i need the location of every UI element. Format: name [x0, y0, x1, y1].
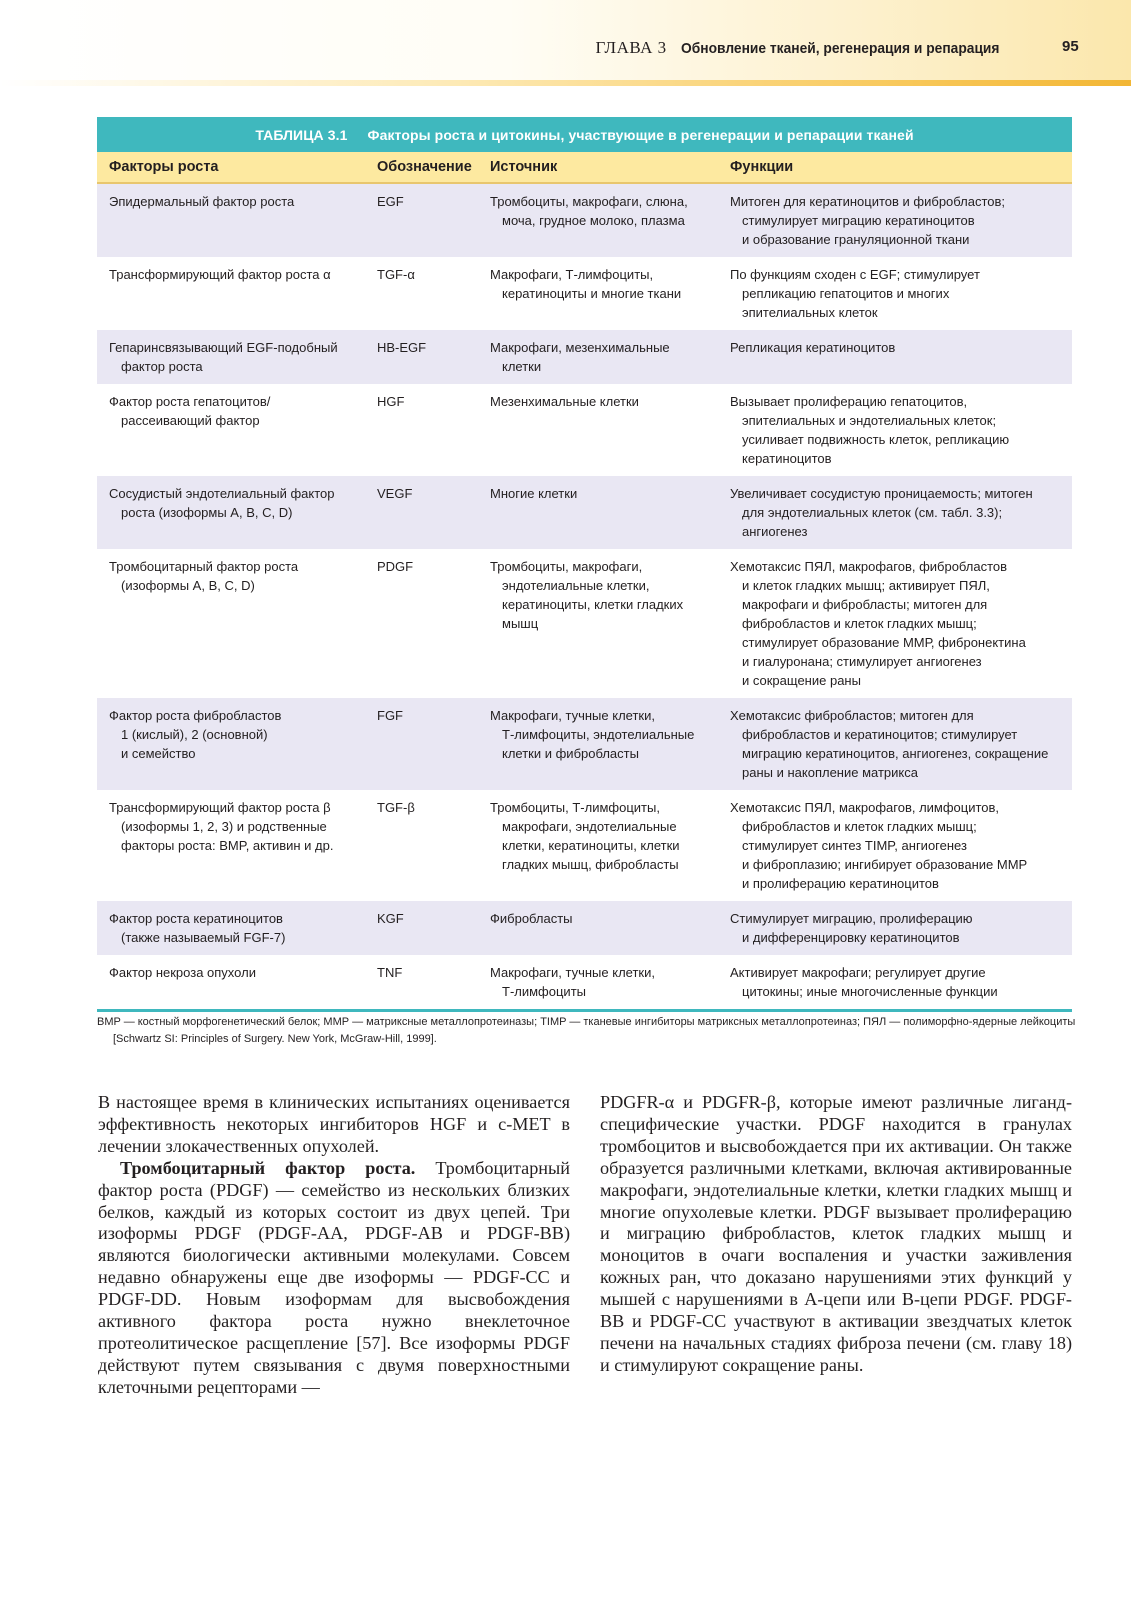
- cell-code-text: KGF: [377, 911, 404, 926]
- cell-code: [377, 265, 490, 322]
- cell-function: [730, 192, 1072, 249]
- run-in-heading-pdgf: Тромбоцитарный фактор роста.: [120, 1157, 416, 1178]
- running-head: [0, 38, 1027, 58]
- paragraph-pdgf: [98, 1158, 570, 1399]
- cell-factor-text: Фактор роста кератиноцитов (также называемый FGF-7): [109, 911, 286, 945]
- table-footnote: [97, 1014, 1077, 1048]
- cell-factor: [97, 192, 377, 249]
- table-row: [97, 901, 1072, 955]
- cell-source-text: Фибробласты: [490, 911, 573, 926]
- table-row: [97, 549, 1072, 698]
- table-header-row: [97, 152, 1072, 184]
- cell-function-text: Увеличивает сосудистую проницаемость; митоген для эндотелиальных клеток (см. табл. 3.3); ангиогенез: [730, 486, 1033, 539]
- cell-source: [490, 909, 730, 947]
- chapter-title: Обновление тканей, регенерация и репарация: [680, 40, 1000, 57]
- table-row: [97, 257, 1072, 330]
- table-row: [97, 698, 1072, 790]
- cell-function-text: Вызывает пролиферацию гепатоцитов, эпителиальных и эндотелиальных клеток; усиливает подвижность клеток, репликацию кератиноцитов: [730, 394, 1010, 466]
- table-row: [97, 790, 1072, 901]
- cell-code-text: EGF: [377, 194, 404, 209]
- cell-factor-text: Эпидермальный фактор роста: [109, 194, 295, 209]
- cell-source: [490, 798, 730, 893]
- cell-code-text: TGF-β: [377, 800, 415, 815]
- cell-factor: [97, 557, 377, 690]
- cell-code: [377, 484, 490, 541]
- cell-function: [730, 706, 1072, 782]
- cell-function: [730, 557, 1072, 690]
- header-source: Источник: [490, 159, 558, 175]
- cell-function-text: По функциям сходен с EGF; стимулирует репликацию гепатоцитов и многих эпителиальных клеток: [730, 267, 980, 320]
- cell-factor-text: Трансформирующий фактор роста α: [109, 267, 331, 282]
- cell-code-text: TGF-α: [377, 267, 415, 282]
- cell-factor: [97, 392, 377, 468]
- cell-source-text: Макрофаги, тучные клетки, Т-лимфоциты: [490, 965, 655, 999]
- cell-factor: [97, 909, 377, 947]
- cell-source-text: Мезенхимальные клетки: [490, 394, 639, 409]
- cell-source: [490, 484, 730, 541]
- cell-function: [730, 338, 1072, 376]
- header-rule: [0, 80, 1131, 86]
- cell-code-text: PDGF: [377, 559, 414, 574]
- table-caption-label: ТАБЛИЦА 3.1: [255, 126, 348, 143]
- cell-function: [730, 392, 1072, 468]
- cell-function: [730, 798, 1072, 893]
- body-left-column: [98, 1092, 570, 1399]
- cell-source-text: Макрофаги, Т-лимфоциты, кератиноциты и многие ткани: [490, 267, 682, 301]
- cell-source: [490, 557, 730, 690]
- cell-source: [490, 265, 730, 322]
- cell-function-text: Активирует макрофаги; регулирует другие цитокины; иные многочисленные функции: [730, 965, 998, 999]
- cell-source: [490, 963, 730, 1001]
- cell-source-text: Тромбоциты, Т-лимфоциты, макрофаги, эндотелиальные клетки, кератиноциты, клетки гладких мышц, фибробласты: [490, 800, 680, 872]
- footnote-text: BMP — костный морфогенетический белок; ММР — матриксные металлопротеиназы; TIMP — тканевые ингибиторы матриксных металлопротеиназ; ПЯЛ — полиморфно-ядерные лейкоциты [Schwartz SI: Principles of Surgery. New York, McGraw-Hill, 1999].: [97, 1016, 1076, 1045]
- cell-function-text: Митоген для кератиноцитов и фибробластов; стимулирует миграцию кератиноцитов и образование грануляционной ткани: [730, 194, 1006, 247]
- table-row: [97, 476, 1072, 549]
- cell-factor-text: Тромбоцитарный фактор роста (изоформы A, B, C, D): [109, 559, 299, 593]
- cell-source: [490, 192, 730, 249]
- header-factor: Факторы роста: [109, 159, 219, 175]
- cell-code: [377, 798, 490, 893]
- cell-factor: [97, 484, 377, 541]
- cell-factor-text: Гепаринсвязывающий EGF-подобный фактор роста: [109, 340, 338, 374]
- cell-function-text: Хемотаксис ПЯЛ, макрофагов, фибробластов и клеток гладких мышц; активирует ПЯЛ, макрофаги и фибробласты; митоген для фибробластов и клеток гладких мышц; стимулирует образование ММР, фибронектина и гиалуронана; стимулирует ангиогенез и сокращение раны: [730, 559, 1026, 688]
- cell-source: [490, 392, 730, 468]
- cell-factor: [97, 706, 377, 782]
- table-row: [97, 184, 1072, 257]
- cell-factor-text: Фактор некроза опухоли: [109, 965, 256, 980]
- table-row: [97, 330, 1072, 384]
- table-row: [97, 955, 1072, 1009]
- cell-code: [377, 557, 490, 690]
- cell-function-text: Стимулирует миграцию, пролиферацию и дифференцировку кератиноцитов: [730, 911, 973, 945]
- cell-function-text: Репликация кератиноцитов: [730, 340, 896, 355]
- table-bottom-rule: [97, 1009, 1072, 1012]
- header-code: Обозначение: [377, 159, 472, 175]
- page-number: 95: [1062, 38, 1079, 55]
- table-caption: [97, 117, 1072, 152]
- cell-source: [490, 706, 730, 782]
- cell-factor: [97, 265, 377, 322]
- cell-code: [377, 192, 490, 249]
- table-body: [97, 184, 1072, 1009]
- cell-factor-text: Трансформирующий фактор роста β (изоформы 1, 2, 3) и родственные факторы роста: BMP, активин и др.: [109, 800, 334, 853]
- body-right-column: [600, 1092, 1072, 1377]
- paragraph-pdgf-text: Тромбоцитарный фактор роста (PDGF) — семейство из нескольких близких белков, каждый из которых состоит из двух цепей. Три изоформы PDGF (PDGF-AA, PDGF-AB и PDGF-BB) являются биологически активными молекулами. Совсем недавно обнаружены еще две изоформы — PDGF-CC и PDGF-DD. Новым изоформам для высвобождения активного фактора роста нужно внеклеточное протеолитическое расщепление [57]. Все изоформы PDGF действуют путем связывания с двумя поверхностными клеточными рецепторами —: [98, 1157, 570, 1397]
- table-caption-title: Факторы роста и цитокины, участвующие в регенерации и репарации тканей: [367, 126, 914, 143]
- cell-function-text: Хемотаксис ПЯЛ, макрофагов, лимфоцитов, фибробластов и клеток гладких мышц; стимулирует синтез TIMP, ангиогенез и фиброплазию; ингибирует образование ММР и пролиферацию кератиноцитов: [730, 800, 1028, 891]
- cell-code-text: TNF: [377, 965, 403, 980]
- growth-factors-table: [97, 117, 1072, 1012]
- cell-factor-text: Сосудистый эндотелиальный фактор роста (изоформы A, B, C, D): [109, 486, 335, 520]
- cell-source: [490, 338, 730, 376]
- cell-source-text: Многие клетки: [490, 486, 578, 501]
- cell-source-text: Макрофаги, тучные клетки, Т-лимфоциты, эндотелиальные клетки и фибробласты: [490, 708, 695, 761]
- cell-source-text: Тромбоциты, макрофаги, слюна, моча, грудное молоко, плазма: [490, 194, 688, 228]
- cell-factor: [97, 798, 377, 893]
- cell-function: [730, 484, 1072, 541]
- cell-function-text: Хемотаксис фибробластов; митоген для фибробластов и кератиноцитов; стимулирует миграцию кератиноцитов, ангиогенез, сокращение раны и накопление матрикса: [730, 708, 1049, 780]
- cell-source-text: Макрофаги, мезенхимальные клетки: [490, 340, 670, 374]
- cell-function: [730, 963, 1072, 1001]
- cell-code-text: FGF: [377, 708, 403, 723]
- chapter-label: ГЛАВА 3: [595, 38, 667, 57]
- header-function: Функции: [730, 159, 794, 175]
- cell-code: [377, 338, 490, 376]
- cell-factor: [97, 338, 377, 376]
- cell-factor: [97, 963, 377, 1001]
- cell-factor-text: Фактор роста фибробластов 1 (кислый), 2 (основной) и семейство: [109, 708, 282, 761]
- cell-code-text: VEGF: [377, 486, 413, 501]
- cell-function: [730, 909, 1072, 947]
- cell-code: [377, 909, 490, 947]
- cell-code: [377, 706, 490, 782]
- table-row: [97, 384, 1072, 476]
- cell-code-text: HB-EGF: [377, 340, 427, 355]
- paragraph-hgf-trials: В настоящее время в клинических испытаниях оценивается эффективность некоторых ингибиторов HGF и c-MET в лечении злокачественных опухолей.: [98, 1092, 570, 1156]
- cell-code: [377, 963, 490, 1001]
- cell-source-text: Тромбоциты, макрофаги, эндотелиальные клетки, кератиноциты, клетки гладких мышц: [490, 559, 684, 631]
- cell-code-text: HGF: [377, 394, 405, 409]
- cell-factor-text: Фактор роста гепатоцитов/ рассеивающий фактор: [109, 394, 271, 428]
- cell-function: [730, 265, 1072, 322]
- cell-code: [377, 392, 490, 468]
- paragraph-pdgf-continued: PDGFR-α и PDGFR-β, которые имеют различные лиганд-специфические участки. PDGF находится в гранулах тромбоцитов и высвобождается при их активации. Он также образуется различными клетками, включая активированные макрофаги, эндотелиальные клетки, клетки гладких мышц и многие опухолевые клетки. PDGF вызывает пролиферацию и миграцию фибробластов, клеток гладких мышц и моноцитов в очаги воспаления и участки заживления кожных ран, что доказано нарушениями этих функций у мышей с нарушениями в А-цепи или В-цепи PDGF. PDGF-BB и PDGF-CC участвуют в активации звездчатых клеток печени на начальных стадиях фиброза печени (см. главу 18) и стимулируют сокращение раны.: [600, 1092, 1072, 1375]
